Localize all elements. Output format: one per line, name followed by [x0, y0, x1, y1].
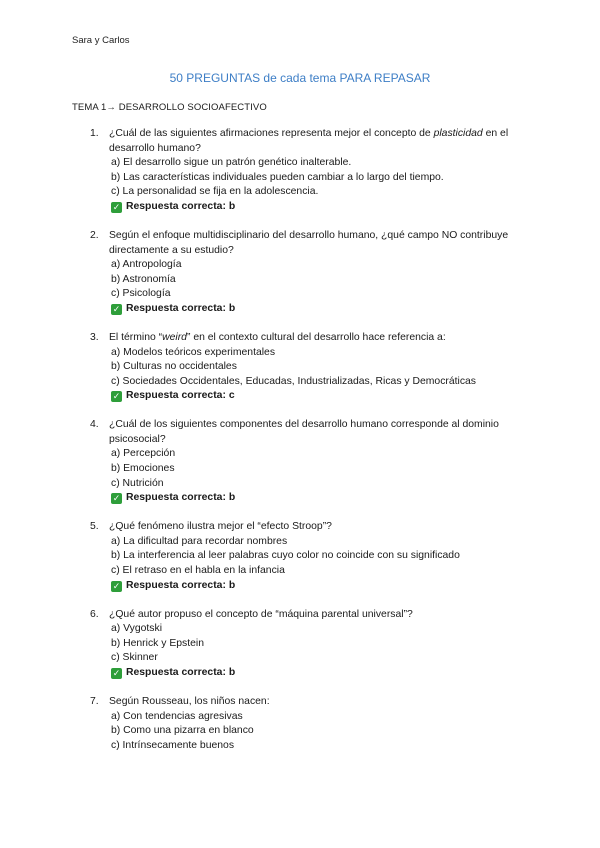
question-number: 1. [90, 128, 99, 139]
answer-option: c) El retraso en el habla en la infancia [111, 565, 285, 576]
correct-answer-value: b [228, 579, 236, 591]
answer-option: c) La personalidad se fija en la adolescencia. [111, 186, 319, 198]
question-number: 7. [90, 695, 99, 707]
answer-option: c) Intrínsecamente buenos [111, 739, 235, 751]
question-text-italic: weird [162, 331, 187, 343]
answer-option: c) Psicología [111, 288, 171, 300]
answer-option: b) Emociones [111, 463, 175, 475]
question-number: 4. [90, 419, 99, 431]
correct-answer [109, 200, 532, 215]
correct-answer-value: b [228, 666, 236, 678]
question-text-part: ¿Cuál de los siguientes componentes del desarrollo humano corresponde al dominio psicosocial? [109, 419, 499, 445]
answer-option: c) Skinner [111, 652, 158, 664]
question-number: 2. [90, 229, 99, 241]
question-text [109, 520, 532, 535]
question-text-part: Según Rousseau, los niños nacen: [109, 695, 270, 707]
question-text-italic: plasticidad [433, 128, 483, 139]
question-item [72, 418, 532, 506]
correct-answer [109, 389, 532, 404]
question-item [72, 695, 532, 753]
check-mark-icon: ✓ [112, 493, 121, 504]
question-text-part: ¿Qué fenómeno ilustra mejor el “efecto Stroop”? [109, 521, 332, 533]
question-item [72, 608, 532, 681]
answer-option: a) Vygotski [111, 623, 163, 635]
question-item [72, 229, 532, 317]
answer-option: b) Como una pizarra en blanco [111, 725, 254, 737]
correct-answer-label: Respuesta correcta: [126, 492, 226, 504]
correct-answer-label: Respuesta correcta: [126, 579, 226, 591]
correct-answer-label: Respuesta correcta: [126, 666, 226, 678]
answer-option: c) Sociedades Occidentales, Educadas, Industrializadas, Ricas y Democráticas [111, 375, 476, 387]
correct-answer [109, 666, 532, 681]
answer-option: a) Modelos teóricos experimentales [111, 346, 276, 358]
question-number: 6. [90, 608, 99, 620]
answer-option: a) Antropología [111, 259, 182, 271]
question-text-part: ¿Qué autor propuso el concepto de “máquina parental universal”? [109, 608, 413, 620]
question-item [72, 520, 532, 593]
check-mark-icon: ✓ [112, 667, 121, 678]
question-text-part: ¿Cuál de las siguientes afirmaciones representa mejor el concepto de [109, 128, 434, 139]
correct-answer [109, 302, 532, 317]
check-mark-icon: ✓ [112, 303, 121, 314]
correct-answer-label: Respuesta correcta: [126, 200, 226, 212]
question-number: 5. [90, 521, 99, 533]
correct-answer-value: c [228, 390, 235, 402]
answer-option: b) Astronomía [111, 273, 176, 285]
answer-option: a) Percepción [111, 448, 176, 460]
question-text-part: El término “ [109, 331, 163, 343]
correct-answer-value: b [228, 200, 236, 212]
question-text [109, 127, 532, 156]
answer-option: b) Las características individuales pueden cambiar a lo largo del tiempo. [111, 171, 444, 183]
answer-option: b) Henrick y Epstein [111, 637, 204, 649]
answer-option: c) Nutrición [111, 477, 164, 489]
answer-option: b) La interferencia al leer palabras cuyo color no coincide con su significado [111, 550, 460, 562]
question-item [72, 127, 532, 215]
question-text [109, 418, 532, 447]
correct-answer [109, 491, 532, 506]
check-mark-icon: ✓ [112, 201, 121, 212]
answer-option: a) Con tendencias agresivas [111, 710, 243, 722]
question-text [109, 608, 532, 623]
check-mark-icon: ✓ [112, 580, 121, 591]
section-heading: TEMA 1→ DESARROLLO SOCIOAFECTIVO [72, 102, 267, 113]
question-list [72, 127, 532, 768]
answer-option: b) Culturas no occidentales [111, 361, 237, 373]
correct-answer [109, 579, 532, 594]
answer-option: a) El desarrollo sigue un patrón genético inalterable. [111, 157, 352, 169]
correct-answer-label: Respuesta correcta: [126, 302, 226, 314]
correct-answer-value: b [228, 302, 236, 314]
question-text [109, 229, 532, 258]
answer-option: a) La dificultad para recordar nombres [111, 535, 288, 547]
document-header-author: Sara y Carlos [72, 35, 130, 46]
document-title: 50 PREGUNTAS de cada tema PARA REPASAR [169, 71, 431, 85]
question-item [72, 331, 532, 404]
check-mark-icon: ✓ [112, 391, 121, 402]
question-text [109, 695, 532, 710]
correct-answer-label: Respuesta correcta: [126, 390, 226, 402]
question-number: 3. [90, 331, 99, 343]
correct-answer-value: b [228, 492, 236, 504]
question-text [109, 331, 532, 346]
question-text-part: Según el enfoque multidisciplinario del desarrollo humano, ¿qué campo NO contribuye directamente a su estudio? [109, 229, 509, 256]
question-text-part: ” en el contexto cultural del desarrollo hace referencia a: [186, 331, 446, 343]
question-text-part: en el desarrollo humano? [109, 128, 509, 154]
